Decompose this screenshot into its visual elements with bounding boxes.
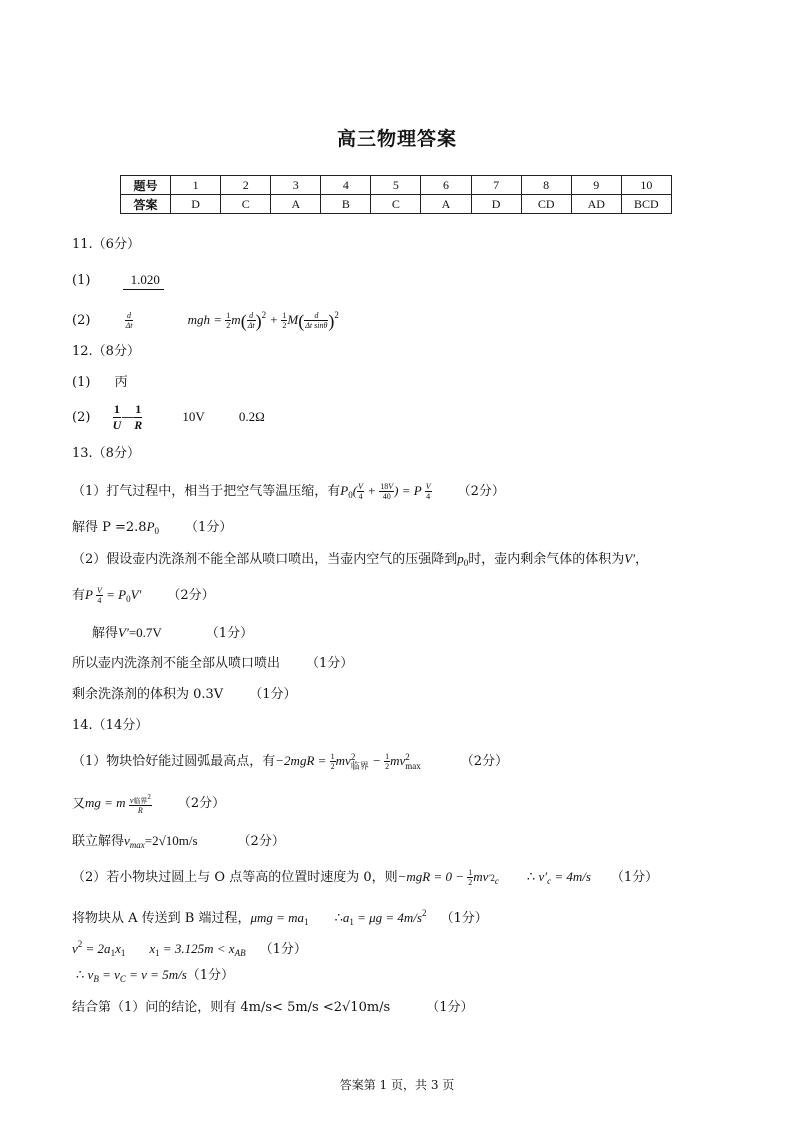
- formula: mg = m $\frac{\text{v临界2}}{R}$: [85, 793, 151, 815]
- question-number: 9: [571, 176, 621, 195]
- score: （1分）: [610, 870, 659, 885]
- part-label: (2): [72, 410, 91, 425]
- answer-cell: B: [321, 195, 371, 214]
- q14-heading: 14.（14分）: [72, 718, 149, 733]
- answer-cell: C: [371, 195, 421, 214]
- q14-line-6: [72, 935, 307, 962]
- q13-heading: 13.（8分）: [72, 446, 140, 461]
- answer-cell: A: [421, 195, 471, 214]
- question-number: 4: [321, 176, 371, 195]
- text: （1）打气过程中，相当于把空气等温压缩，有: [72, 484, 341, 499]
- score: （1分）: [259, 942, 307, 957]
- text: 联立解得: [72, 834, 125, 849]
- question-number: 3: [271, 176, 321, 195]
- score: （2分）: [167, 588, 215, 603]
- text: 结合第（1）问的结论，则有 4m/s< 5m/s <2√10m/s: [72, 1000, 391, 1015]
- score: （1分）: [185, 520, 233, 535]
- q14-line-1: [72, 752, 508, 771]
- part-label: (1): [72, 273, 91, 288]
- score: （2分）: [177, 796, 226, 812]
- q13-line-2: [72, 518, 232, 540]
- formula: ∴ $v'_c = 4m/s$: [526, 869, 591, 886]
- score: （1分）: [186, 968, 235, 983]
- answer-cell: CD: [521, 195, 571, 214]
- q11-heading: 11.（6分）: [72, 237, 140, 252]
- question-number: 10: [621, 176, 671, 195]
- page-footer: 答案第 1 页，共 3 页: [339, 1078, 455, 1092]
- formula: $P_0$: [146, 519, 160, 536]
- table-row-label: 题号: [121, 176, 171, 195]
- score: （1分）: [249, 687, 297, 702]
- part-label: (2): [72, 313, 91, 328]
- formula: $v_{max}$: [124, 833, 145, 850]
- text: 所以壶内洗涤剂不能全部从喷口喷出: [72, 656, 281, 671]
- formula: $\mu mg = ma_1$: [250, 910, 309, 927]
- q13-line-7: [72, 686, 296, 704]
- question-number: 1: [171, 176, 221, 195]
- q12-resistance: 0.2Ω: [238, 409, 265, 424]
- score: （2分）: [460, 754, 509, 769]
- q12-voltage: 10V: [182, 409, 205, 424]
- score: （1分）: [205, 626, 254, 641]
- formula: ∴ $v_B = v_C = v = 5m/s$: [76, 967, 187, 984]
- formula: V′: [624, 551, 636, 566]
- q14-line-8: [72, 999, 474, 1017]
- text: 有: [72, 588, 86, 603]
- q11-formula-1: $\frac{d}{\Delta t}$: [125, 311, 133, 331]
- answer-cell: C: [221, 195, 271, 214]
- formula: P $\frac{V}{4}$ = $P_0V'$: [85, 586, 142, 606]
- q12-part2: [72, 402, 265, 433]
- answer-cell: D: [171, 195, 221, 214]
- q12-formula: $\frac{1}{U}$ — $\frac{1}{R}$: [112, 402, 143, 432]
- question-number: 2: [221, 176, 271, 195]
- q13-line-6: [72, 655, 353, 673]
- q12-answer-1: 丙: [114, 375, 128, 390]
- q11-part2: [72, 306, 339, 330]
- text: 剩余洗涤剂的体积为 0.3V: [72, 687, 224, 702]
- formula: $P_0$( $\frac{V}{4}$ + $\frac{18V}{40}$ ) = P $\frac{V}{4}$: [340, 482, 431, 502]
- answer-cell: D: [471, 195, 521, 214]
- text: 时，壶内剩余气体的体积为: [468, 552, 625, 567]
- question-number: 7: [471, 176, 521, 195]
- score: （1分）: [426, 1000, 474, 1015]
- question-number: 5: [371, 176, 421, 195]
- value: =2√10m/s: [144, 833, 198, 848]
- q11-part1: [72, 271, 164, 290]
- text: 解得: [92, 626, 119, 641]
- table-row: [121, 176, 672, 195]
- answer-cell: A: [271, 195, 321, 214]
- q13-line-5: [92, 624, 253, 643]
- q11-answer-1: 1.020: [123, 271, 164, 290]
- formula: −2mgR = $\frac{1}{2}$ mv 2 临界 − $\frac{1}{2}$ mv 2 max: [275, 752, 421, 772]
- text: 解得 P =2.8: [72, 520, 147, 535]
- q13-line-3: （2）假设壶内洗涤剂不能全部从喷口喷出，当壶内空气的压强降到$p_0$时，壶内剩余气体的体积为V′，: [72, 551, 649, 568]
- text: （2）若小物块过圆上与 O 点等高的位置时速度为 0，则: [72, 870, 398, 885]
- q12-heading: 12.（8分）: [72, 344, 140, 359]
- q14-line-7: [76, 966, 234, 988]
- q13-line-4: [72, 586, 215, 608]
- answer-cell: AD: [571, 195, 621, 214]
- question-number: 8: [521, 176, 571, 195]
- page-title: 高三物理答案: [336, 128, 457, 150]
- q14-line-5: [72, 904, 488, 931]
- text: （1）物块恰好能过圆弧最高点，有: [72, 754, 276, 769]
- q14-line-2: [72, 794, 225, 815]
- q14-line-3: [72, 832, 285, 854]
- table-row-label: 答案: [121, 195, 171, 214]
- answer-cell: BCD: [621, 195, 671, 214]
- subscript: 临界: [350, 761, 369, 772]
- formula: −mgR = 0 − $\frac{1}{2}$ $mv'2_c$: [397, 868, 499, 888]
- table-row: [121, 195, 672, 214]
- score: （1分）: [440, 911, 488, 926]
- text: 将物块从 A 传送到 B 端过程，: [72, 911, 251, 926]
- part-label: (1): [72, 375, 91, 390]
- formula: $\therefore a_1 = \mu g = 4m/s^2$: [334, 908, 427, 927]
- formula: V′: [118, 625, 129, 640]
- q13-line-1: [72, 482, 505, 504]
- formula: $v^2 = 2a_1x_1$: [72, 939, 126, 958]
- text: 又: [72, 796, 86, 812]
- answer-table: [120, 175, 672, 214]
- q11-formula-2: mgh = $\frac{1}{2}$ m( $\frac{d}{\Delta t}$ )$^2$ + $\frac{1}{2}$ M( $\frac{d}{\text{Δt sinθ}}$ )$^2$: [187, 310, 339, 332]
- text: （2）假设壶内洗涤剂不能全部从喷口喷出，当壶内空气的压强降到: [72, 552, 458, 567]
- formula: $p_0$: [457, 551, 469, 568]
- value: =0.7V: [128, 625, 162, 640]
- q14-line-4: [72, 868, 658, 890]
- score: （1分）: [306, 656, 354, 671]
- score: （2分）: [237, 834, 285, 849]
- q12-part1: [72, 374, 128, 392]
- formula: $x_1 = 3.125m < x_{AB}$: [149, 941, 246, 958]
- question-number: 6: [421, 176, 471, 195]
- score: （2分）: [457, 484, 505, 499]
